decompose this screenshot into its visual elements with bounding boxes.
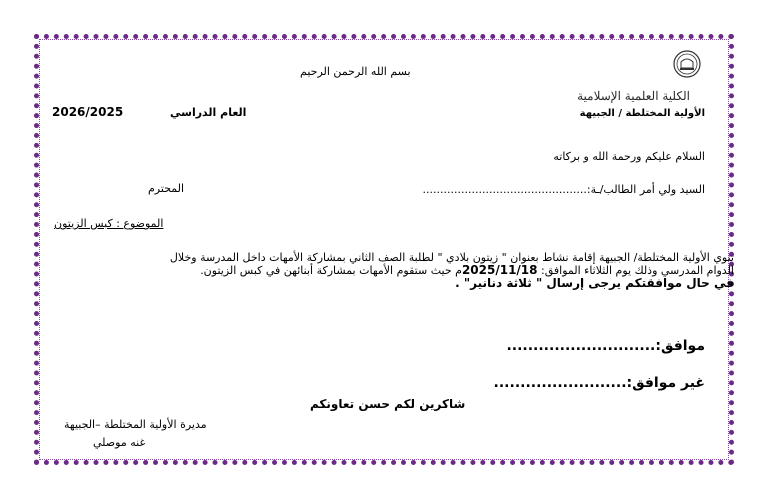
signer-name: غنه موصلي	[93, 436, 146, 449]
body-line-1: تنوي الأولية المختلطة/ الجبيهة إقامة نشاط بعنوان " زيتون بلادي " لطلبة الصف الثاني بمشاركة الأمهات داخل المدرسة وخلال	[169, 251, 734, 264]
guardian-dots: ...............................................	[422, 183, 587, 196]
letter-body	[52, 251, 734, 290]
subject-line: الموضوع : كبس الزيتون	[54, 217, 164, 230]
activity-date: 2025/11/18	[461, 263, 538, 277]
agree-line: موافق:............................	[506, 338, 705, 354]
guardian-line	[423, 183, 705, 196]
body-line-2-start: الدوام المدرسي وذلك يوم الثلاثاء الموافق:	[541, 264, 734, 277]
respected-label: المحترم	[148, 182, 185, 195]
body-line-2-end: م حيث ستقوم الأمهات بمشاركة أبنائهن في كبس الزيتون.	[200, 264, 462, 277]
body-line-3: في حال موافقتكم يرجى إرسال " ثلاثة دنانير" .	[455, 276, 734, 290]
disagree-line: غير موافق:.........................	[493, 375, 705, 391]
branch-name: الأولية المختلطة / الجبيهة	[579, 108, 705, 119]
college-logo-icon	[673, 50, 701, 78]
college-name: الكلية العلمية الإسلامية	[577, 89, 690, 103]
basmala: بسم الله الرحمن الرحيم	[300, 65, 411, 78]
greeting: السلام عليكم ورحمة الله و بركاته	[553, 150, 705, 163]
academic-year-value: 2026/2025	[52, 105, 124, 119]
academic-year-label: العام الدراسي	[170, 106, 247, 119]
guardian-label: السيد ولي أمر الطالب/ـة:	[586, 183, 705, 196]
signer-title: مديرة الأولية المختلطة –الجبيهة	[64, 418, 207, 431]
thanks-line: شاكرين لكم حسن تعاونكم	[310, 397, 466, 411]
